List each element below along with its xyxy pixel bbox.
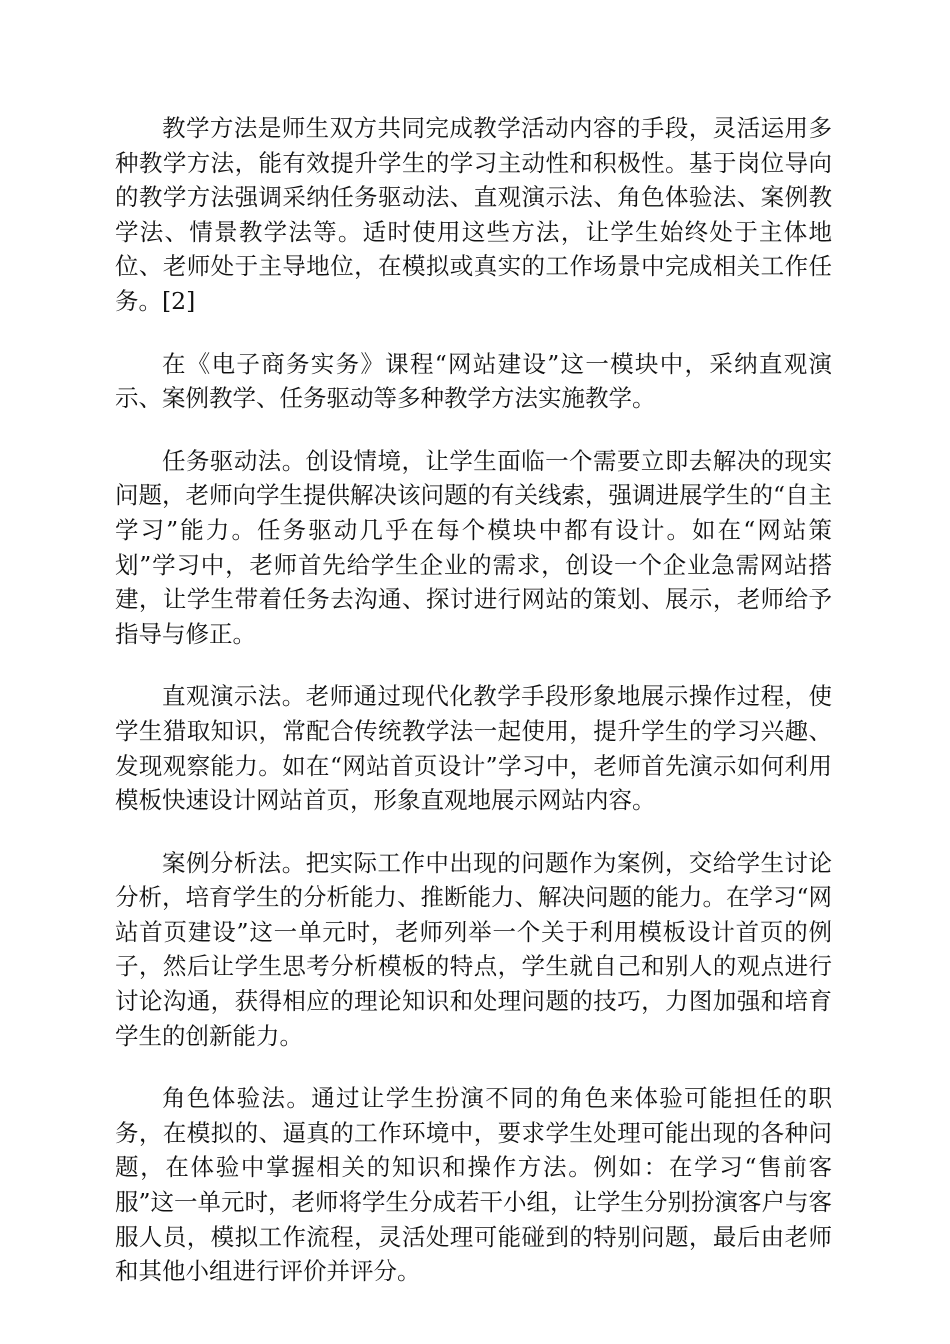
paragraph-role-play: 角色体验法。通过让学生扮演不同的角色来体验可能担任的职务，在模拟的、逼真的工作环境中，要求学生处理可能出现的各种问题，在体验中掌握相关的知识和操作方法。例如：在学习“售前客服”这一单元时，老师将学生分成若干小组，让学生分别扮演客户与客服人员，模拟工作流程，灵活处理可能碰到的特别问题，最后由老师和其他小组进行评价并评分。	[115, 1084, 833, 1286]
paragraph-case-analysis: 案例分析法。把实际工作中出现的问题作为案例，交给学生讨论分析，培育学生的分析能力、推断能力、解决问题的能力。在学习“网站首页建设”这一单元时，老师列举一个关于利用模板设计首页的例子，然后让学生思考分析模板的特点，学生就自己和别人的观点进行讨论沟通，获得相应的理论知识和处理问题的技巧，力图加强和培育学生的创新能力。	[115, 848, 833, 1050]
paragraph-teaching-methods: 教学方法是师生双方共同完成教学活动内容的手段，灵活运用多种教学方法，能有效提升学生的学习主动性和积极性。基于岗位导向的教学方法强调采纳任务驱动法、直观演示法、角色体验法、案例教学法、情景教学法等。适时使用这些方法，让学生始终处于主体地位、老师处于主导地位，在模拟或真实的工作场景中完成相关工作任务。[2]	[115, 114, 832, 315]
paragraph-demonstration: 直观演示法。老师通过现代化教学手段形象地展示操作过程，使学生猎取知识，常配合传统教学法一起使用，提升学生的学习兴趣、发现观察能力。如在“网站首页设计”学习中，老师首先演示如何利用模板快速设计网站首页，形象直观地展示网站内容。	[115, 682, 832, 815]
paragraph-website-module: 在《电子商务实务》课程“网站建设”这一模块中，采纳直观演示、案例教学、任务驱动等多种教学方法实施教学。	[115, 349, 832, 413]
paragraph-task-driven: 任务驱动法。创设情境，让学生面临一个需要立即去解决的现实问题，老师向学生提供解决该问题的有关线索，强调进展学生的“自主学习”能力。任务驱动几乎在每个模块中都有设计。如在“网站策划”学习中，老师首先给学生企业的需求，创设一个企业急需网站搭建，让学生带着任务去沟通、探讨进行网站的策划、展示，老师给予指导与修正。	[115, 446, 833, 648]
